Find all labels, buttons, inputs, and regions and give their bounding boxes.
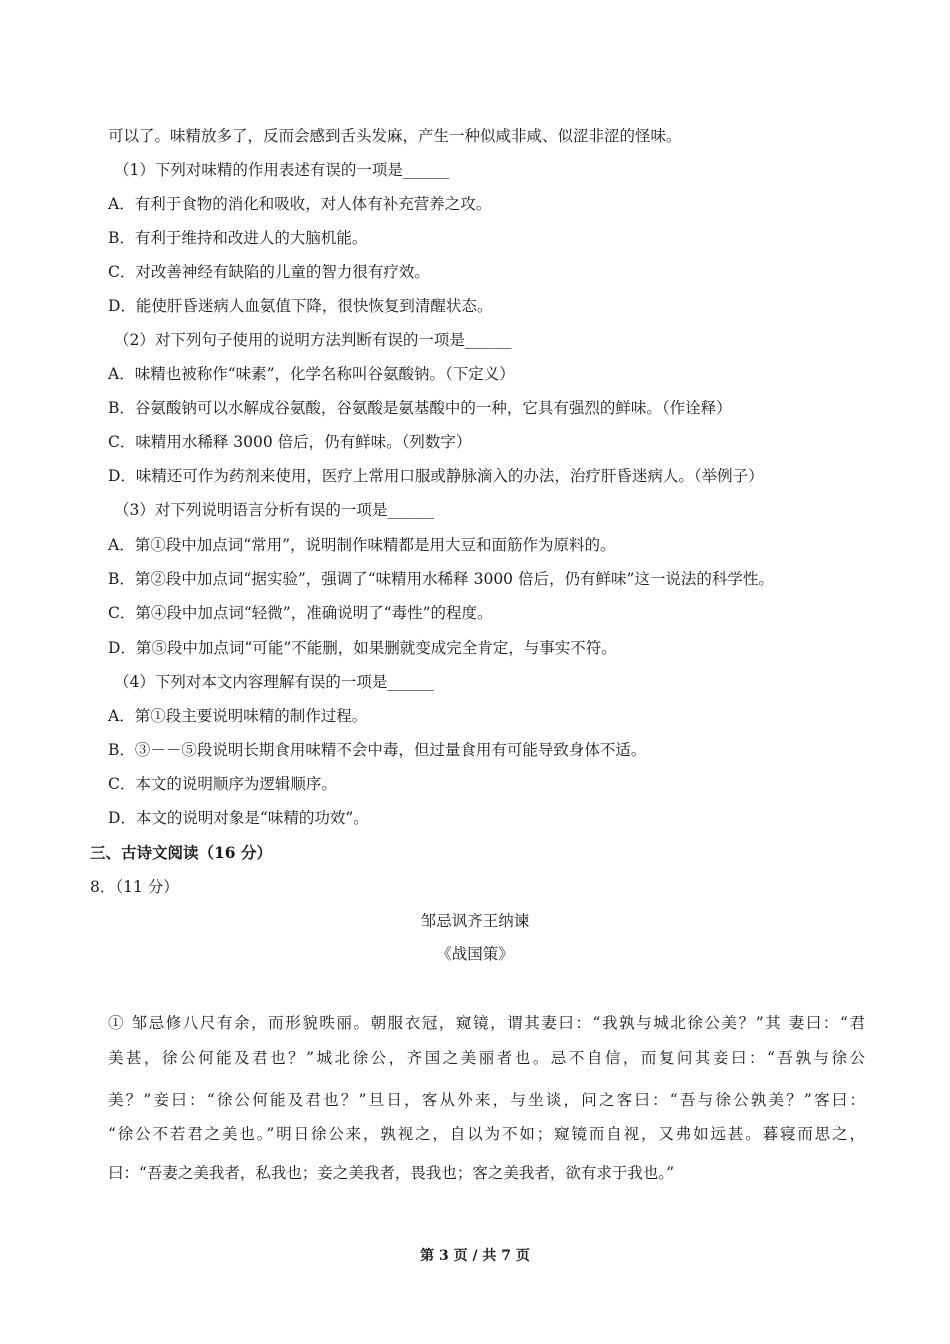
q1-option-d: D．能使肝昏迷病人血氨值下降，很快恢复到清醒状态。	[108, 297, 493, 315]
q3-option-c: C．第④段中加点词“轻微”，准确说明了“毒性”的程度。	[108, 604, 493, 622]
q4-option-c: C．本文的说明顺序为逻辑顺序。	[108, 775, 337, 793]
q3-option-d: D．第⑤段中加点词“可能”不能删，如果删就变成完全肯定，与事实不符。	[108, 639, 617, 657]
q4-option-b: B．③－－⑤段说明长期食用味精不会中毒，但过量食用有可能导致身体不适。	[108, 741, 647, 759]
passage-line: ① 邹忌修八尺有余，而形貌昳丽。朝服衣冠，窥镜，谓其妻曰：“我孰与城北徐公美？”其 妻曰：“君	[108, 1014, 865, 1032]
question-8-label: 8．（11 分）	[90, 878, 179, 896]
poem-source: 《战国策》	[436, 945, 514, 963]
q4-option-a: A．第①段主要说明味精的制作过程。	[108, 707, 368, 725]
q3-stem: （3）对下列说明语言分析有误的一项是______	[114, 501, 434, 519]
passage-line: 曰：“吾妻之美我者，私我也；妾之美我者，畏我也；客之美我者，欲有求于我也。”	[108, 1164, 675, 1182]
q2-stem: （2）对下列句子使用的说明方法判断有误的一项是______	[114, 331, 512, 349]
section-heading: 三、古诗文阅读（16 分）	[90, 843, 272, 862]
q2-option-b: B．谷氨酸钠可以水解成谷氨酸，谷氨酸是氨基酸中的一种，它具有强烈的鲜味。（作诠释）	[108, 399, 732, 417]
q1-option-c: C．对改善神经有缺陷的儿童的智力很有疗效。	[108, 263, 430, 281]
q1-option-a: A．有利于食物的消化和吸收，对人体有补充营养之攻。	[108, 195, 492, 213]
poem-title: 邹忌讽齐王纳谏	[420, 912, 530, 930]
page-footer: 第 3 页 / 共 7 页	[420, 1248, 530, 1264]
q2-option-d: D．味精还可作为药剂来使用，医疗上常用口服或静脉滴入的办法，治疗肝昏迷病人。（举例子）	[108, 467, 764, 485]
q4-option-d: D．本文的说明对象是“味精的功效”。	[108, 809, 369, 827]
q3-option-b: B．第②段中加点词“据实验”，强调了“味精用水稀释 3000 倍后，仍有鲜味”这一说法的科学性。	[108, 570, 774, 588]
q1-option-b: B．有利于维持和改进人的大脑机能。	[108, 229, 368, 247]
q3-option-a: A．第①段中加点词“常用”，说明制作味精都是用大豆和面筋作为原料的。	[108, 536, 616, 554]
passage-line: “徐公不若君之美也。”明日徐公来，孰视之，自以为不如；窥镜而自视，又弗如远甚。暮寝而思之，	[108, 1125, 865, 1143]
q2-option-c: C．味精用水稀释 3000 倍后，仍有鲜味。（列数字）	[108, 433, 472, 451]
passage-line: 美？”妾曰：“徐公何能及君也？”旦日，客从外来，与坐谈，问之客曰：“吾与徐公孰美？”客曰：	[108, 1091, 865, 1109]
intro-tail-text: 可以了。味精放多了，反而会感到舌头发麻，产生一种似咸非咸、似涩非涩的怪味。	[108, 127, 682, 145]
passage-line: 美甚，徐公何能及君也？”城北徐公，齐国之美丽者也。忌不自信，而复问其妾曰：“吾孰与徐公	[108, 1049, 865, 1067]
q2-option-a: A．味精也被称作“味素”，化学名称叫谷氨酸钠。（下定义）	[108, 365, 515, 383]
q1-stem: （1）下列对味精的作用表述有误的一项是______	[114, 161, 450, 179]
q4-stem: （4）下列对本文内容理解有误的一项是______	[114, 673, 434, 691]
